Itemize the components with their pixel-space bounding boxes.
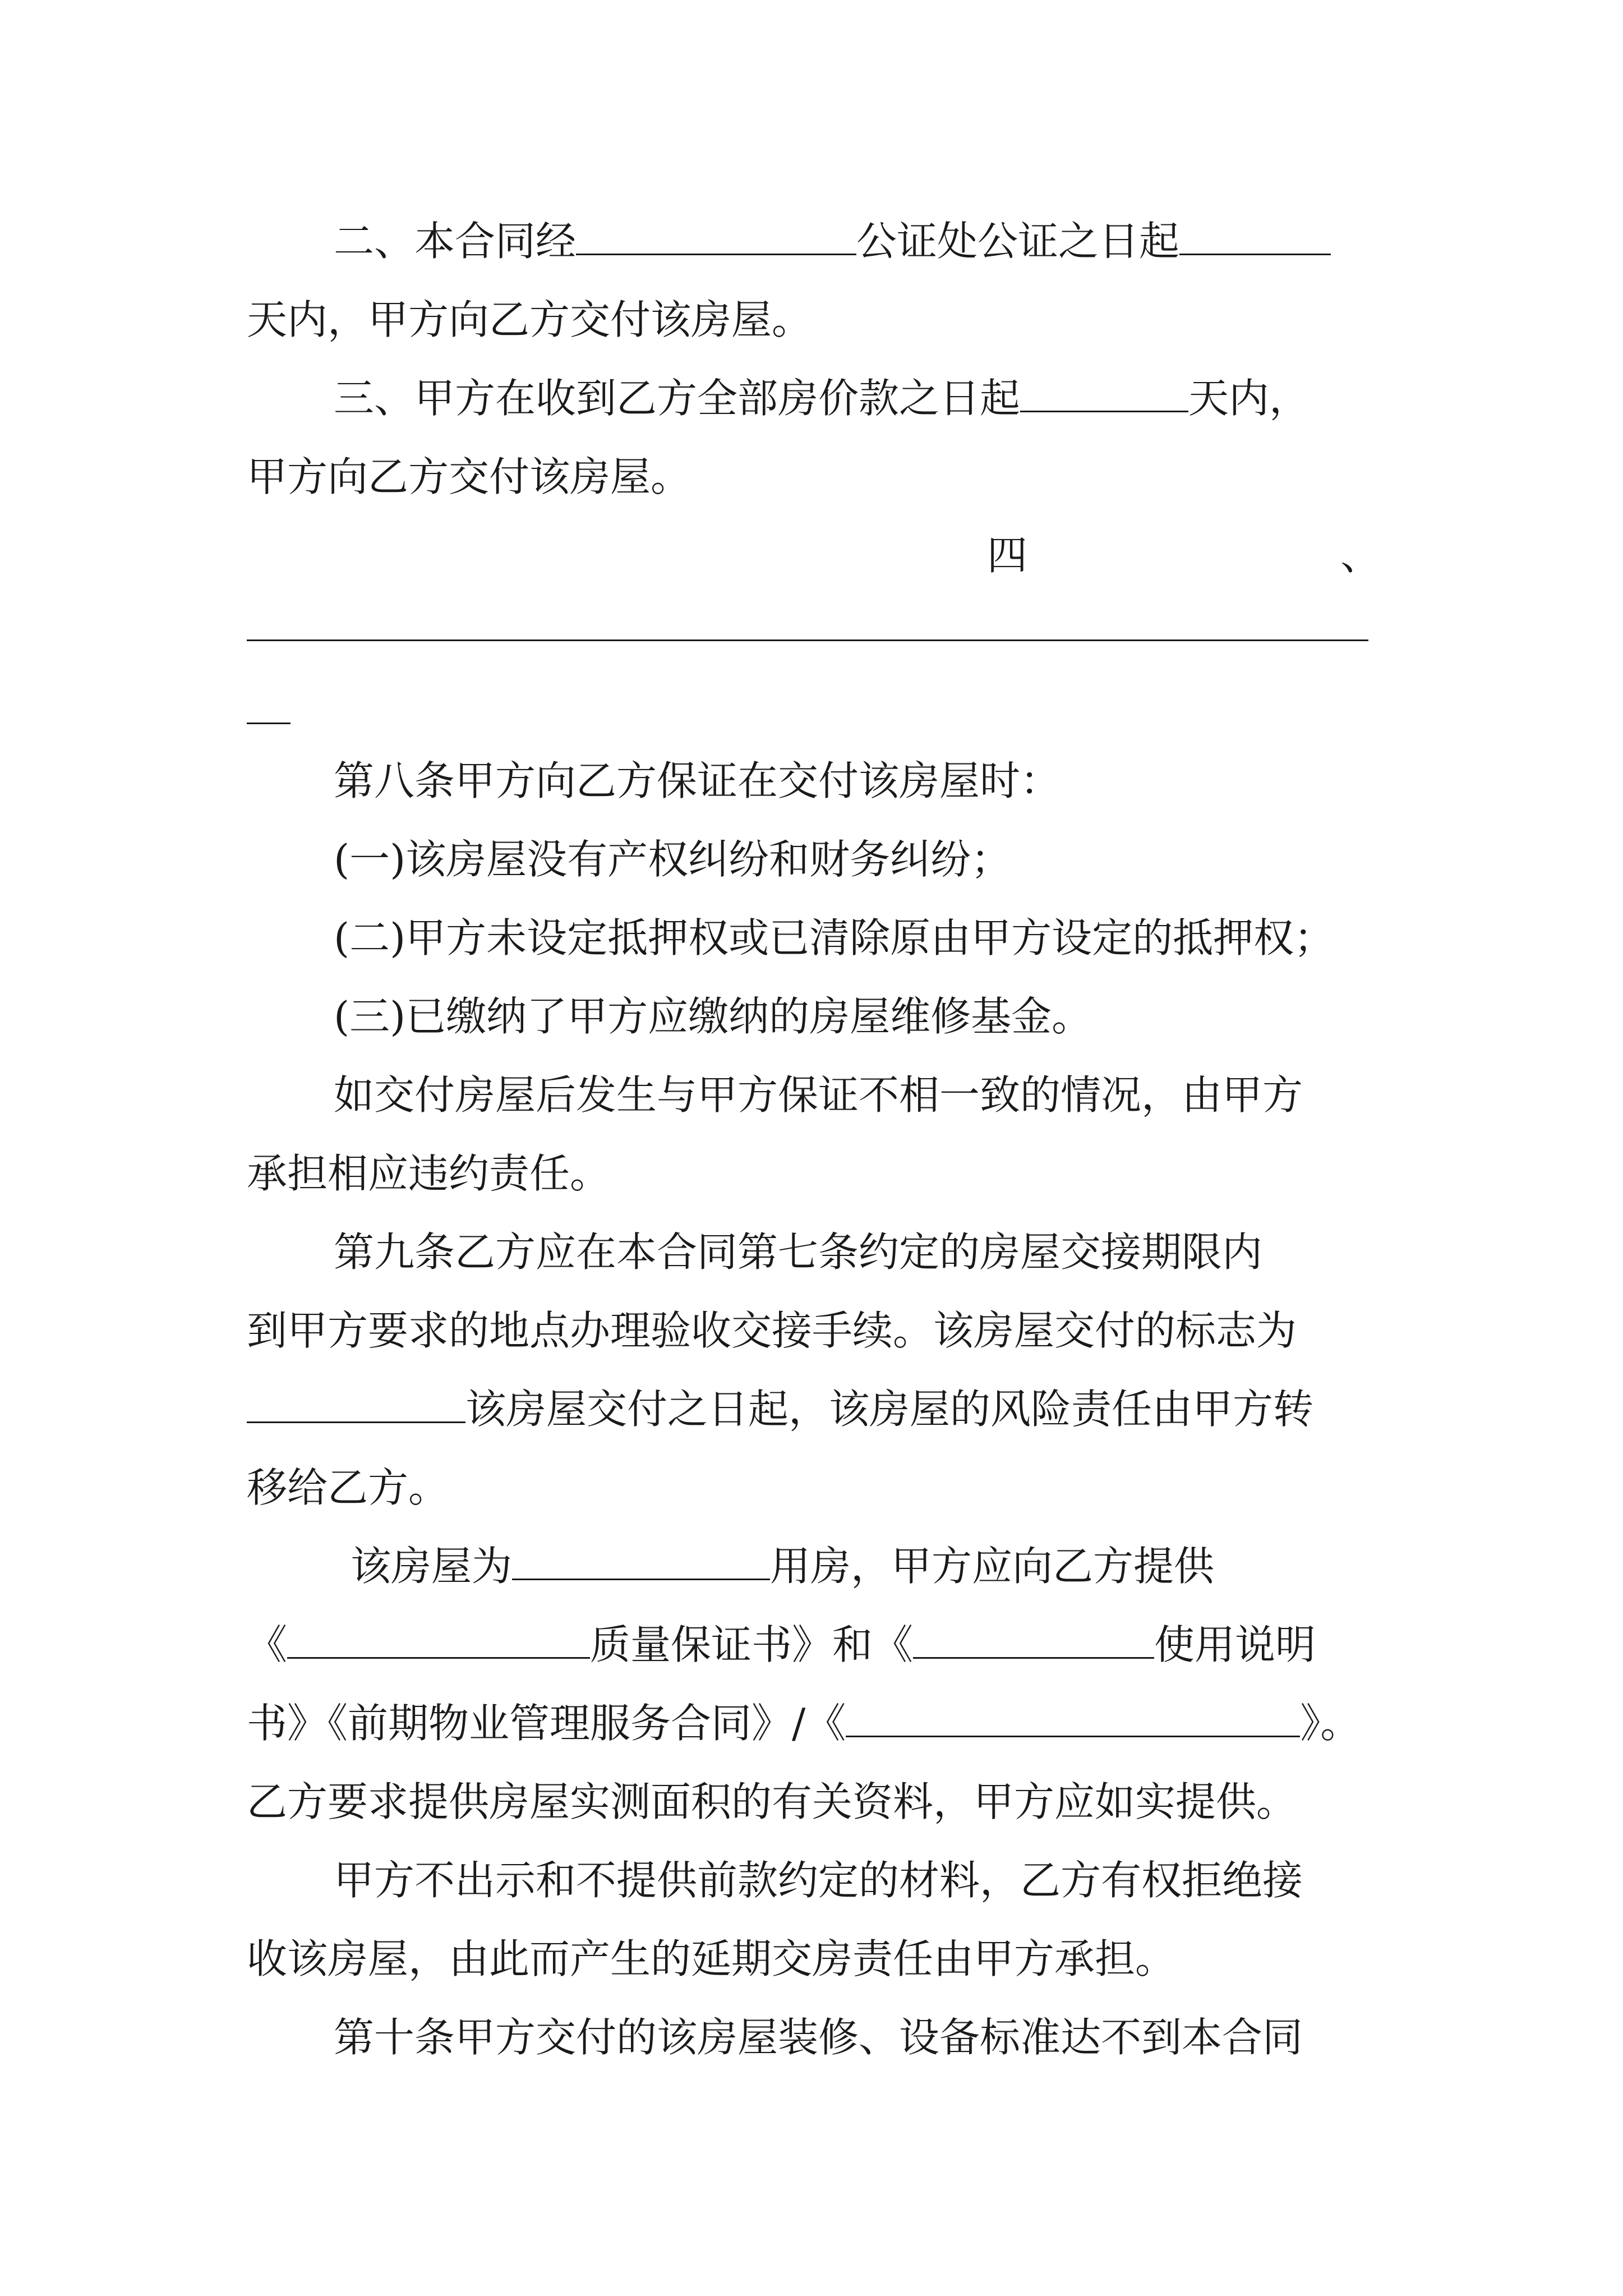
- clause-4-heading: [247, 516, 1396, 595]
- blank-field[interactable]: [1020, 362, 1188, 412]
- article-9-para3-line-1: [334, 1841, 1396, 1920]
- text: 二、本合同经: [334, 218, 577, 265]
- blank-field[interactable]: [512, 1530, 770, 1580]
- text: 《: [247, 1621, 288, 1668]
- article-9-para2-line-4: [247, 1763, 1396, 1841]
- text: 该房屋交付之日起，该房屋的风险责任由甲方转: [465, 1386, 1314, 1433]
- article-9-line-1: [334, 1213, 1396, 1291]
- text: 使用说明: [1154, 1621, 1316, 1668]
- text: 甲方向乙方交付该房屋。: [247, 453, 691, 500]
- blank-rule-long[interactable]: [247, 639, 1368, 641]
- text: 甲方不出示和不提供前款约定的材料，乙方有权拒绝接: [334, 1857, 1303, 1904]
- article-9-para3-line-2: [247, 1920, 1396, 1998]
- blank-field[interactable]: [576, 205, 856, 255]
- text: 书》《前期物业管理服务合同》/《: [247, 1700, 846, 1747]
- article-9-line-4: [247, 1448, 1396, 1527]
- article-9-para2-line-3: [247, 1684, 1396, 1763]
- clause-2-line-2: [247, 280, 1396, 359]
- text: (三)已缴纳了甲方应缴纳的房屋维修基金。: [334, 993, 1092, 1040]
- text: 如交付房屋后发生与甲方保证不相一致的情况，由甲方: [334, 1071, 1303, 1119]
- blank-rule-short[interactable]: [247, 723, 291, 724]
- clause-3-line-1: [334, 359, 1396, 438]
- text: 该房屋为: [351, 1543, 513, 1590]
- article-8-item-1: [334, 820, 1396, 899]
- text: 三、甲方在收到乙方全部房价款之日起: [334, 375, 1021, 422]
- text: 公证处公证之日起: [856, 218, 1180, 265]
- blank-field[interactable]: [846, 1687, 1300, 1737]
- blank-field[interactable]: [1179, 205, 1331, 255]
- text: 收该房屋，由此而产生的延期交房责任由甲方承担。: [247, 1935, 1176, 1982]
- article-10-line-1: [334, 1998, 1396, 2077]
- article-8-para-line-1: [334, 1056, 1396, 1134]
- blank-field[interactable]: [913, 1609, 1154, 1659]
- article-9-line-2: [247, 1291, 1396, 1370]
- text: 质量保证书》和《: [590, 1621, 914, 1668]
- article-8-item-2: [334, 899, 1396, 977]
- text: 第九条乙方应在本合同第七条约定的房屋交接期限内: [334, 1228, 1263, 1276]
- text: 天内，: [1188, 375, 1310, 422]
- blank-field[interactable]: [287, 1609, 590, 1659]
- text: 乙方要求提供房屋实测面积的有关资料，甲方应如实提供。: [247, 1778, 1297, 1825]
- article-8-item-3: [334, 977, 1396, 1056]
- text: (二)甲方未设定抵押权或已清除原由甲方设定的抵押权；: [334, 914, 1335, 961]
- article-9-para2-line-2: [247, 1605, 1396, 1684]
- article-9-para2-line-1: [351, 1527, 1413, 1605]
- article-8-title: [334, 742, 1396, 820]
- article-9-line-3: [247, 1370, 1396, 1448]
- text: 移给乙方。: [247, 1464, 449, 1511]
- clause-3-line-2: [247, 438, 1396, 516]
- text: 第十条甲方交付的该房屋装修、设备标准达不到本合同: [334, 2014, 1303, 2061]
- text: 、: [1340, 532, 1381, 579]
- article-8-para-line-2: [247, 1134, 1396, 1213]
- text: 承担相应违约责任。: [247, 1150, 611, 1197]
- text: 天内，甲方向乙方交付该房屋。: [247, 296, 813, 343]
- text: 》。: [1300, 1700, 1361, 1747]
- text: 到甲方要求的地点办理验收交接手续。该房屋交付的标志为: [247, 1307, 1297, 1354]
- blank-field[interactable]: [247, 1373, 465, 1423]
- text: 四: [987, 532, 1028, 579]
- text: 第八条甲方向乙方保证在交付该房屋时：: [334, 757, 1061, 804]
- text: (一)该房屋没有产权纠纷和财务纠纷；: [334, 836, 1012, 883]
- text: 用房，甲方应向乙方提供: [770, 1543, 1215, 1590]
- clause-2-line-1: [334, 202, 1396, 280]
